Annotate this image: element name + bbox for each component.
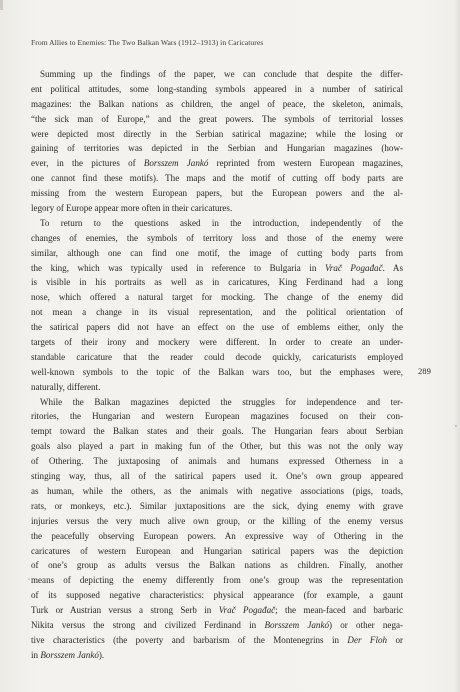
text-line: of its supposed negative characteristics: physical appearance (for example, a gaunt <box>31 590 403 601</box>
paragraph <box>31 216 403 395</box>
text-line: the satirical papers did not have an effect on the use of emblems either, only the <box>31 322 403 333</box>
text-line: nose, which offered a natural target for mocking. The change of the enemy did <box>31 292 403 303</box>
text-line: injuries versus the very much alive own group, or the killing of the enemy versus <box>31 515 403 526</box>
text-line: Turk or Austrian versus a strong Serb in Vrač Pogađač; the mean-faced and barbaric <box>31 605 403 616</box>
text-line: stinging way, thus, all of the satirical papers used it. One’s own group appeared <box>31 471 403 482</box>
text-line: ritories, the Hungarian and western European magazines focused on their con- <box>31 411 403 422</box>
text-line: as human, while the others, as the animals with negative associations (pigs, toads, <box>31 485 403 496</box>
text-line: gaining of territories was depicted in the Serbian and Hungarian magazines (how- <box>31 143 403 154</box>
text-line: tive characteristics (the poverty and barbarism of the Montenegrins in Der Floh or <box>31 634 403 645</box>
text-line: magazines: the Balkan nations as children, the angel of peace, the skeleton, animals, <box>31 98 403 109</box>
running-head: From Allies to Enemies: The Two Balkan Wars (1912–1913) in Caricatures <box>31 38 264 47</box>
page-corner-mark <box>0 0 3 10</box>
text-line: well-known symbols to the topic of the Balkan wars too, but the emphases were, <box>31 366 403 377</box>
text-line: in Borsszem Jankó). <box>31 649 105 660</box>
text-line: ent political attitudes, some long-standing symbols appeared in a number of satirical <box>31 83 403 94</box>
text-line: the peacefully observing European powers. An expressive way of Othering in the <box>31 530 403 541</box>
text-line: legory of Europe appear more often in their caricatures. <box>31 203 233 214</box>
text-line: rats, or monkeys, etc.). Similar juxtapositions are the sick, dying enemy with grave <box>31 500 403 511</box>
text-line: similar, although one can find one motif, the image of cutting body parts from <box>31 247 403 258</box>
text-line: naturally, different. <box>31 381 101 392</box>
text-line: were depicted most directly in the Serbian satirical magazine; while the losing or <box>31 128 403 139</box>
text-line: of one’s group as adults versus the Balkan nations as children. Finally, another <box>31 560 403 571</box>
text-line: goals also played a part in making fun of the Other, but this was not the only way <box>31 441 403 452</box>
text-line: targets of their irony and mockery were different. In order to create an under- <box>31 337 403 348</box>
text-line: missing from the western European papers, but the European powers and the al- <box>31 188 403 199</box>
paper-speck <box>455 425 457 427</box>
text-line: of Othering. The juxtaposing of animals and humans expressed Otherness in a <box>31 456 403 467</box>
paragraph <box>31 67 403 216</box>
text-line: changes of enemies, the symbols of territory loss and those of the enemy were <box>31 232 403 243</box>
text-line: caricatures of western European and Hungarian satirical papers was the depiction <box>31 545 403 556</box>
text-line: Summing up the findings of the paper, we can conclude that despite the differ- <box>40 69 403 79</box>
paper-speck <box>28 578 30 580</box>
body-text <box>31 67 403 663</box>
text-line: ever, in the pictures of Borsszem Jankó reprinted from western European magazines, <box>31 158 403 169</box>
text-line: While the Balkan magazines depicted the struggles for independence and ter- <box>40 396 403 407</box>
text-line: one cannot find these motifs). The maps and the motif of cutting off body parts are <box>31 173 403 184</box>
text-line: the king, which was typically used in reference to Bulgaria in Vrač Pogađač. As <box>31 262 403 273</box>
text-line: is visible in his portraits as well as in caricatures, King Ferdinand had a long <box>31 277 403 288</box>
text-line: tempt toward the Balkan states and their goals. The Hungarian fears about Serbian <box>31 426 403 437</box>
page-edge-shadow <box>454 0 460 692</box>
page-number: 289 <box>418 366 431 376</box>
text-line: “the sick man of Europe,” and the great powers. The symbols of territorial losses <box>31 113 403 124</box>
paragraph <box>31 395 403 663</box>
text-line: To return to the questions asked in the introduction, independently of the <box>40 217 403 228</box>
text-line: means of depicting the enemy differently from one’s group was the representation <box>31 575 403 586</box>
text-line: not mean a change in its visual representation, and the political orientation of <box>31 307 403 318</box>
text-line: Nikita versus the strong and civilized Ferdinand in Borsszem Jankó) or other nega- <box>31 619 403 630</box>
text-line: standable caricature that the reader could decode quickly, caricaturists employed <box>31 351 403 362</box>
